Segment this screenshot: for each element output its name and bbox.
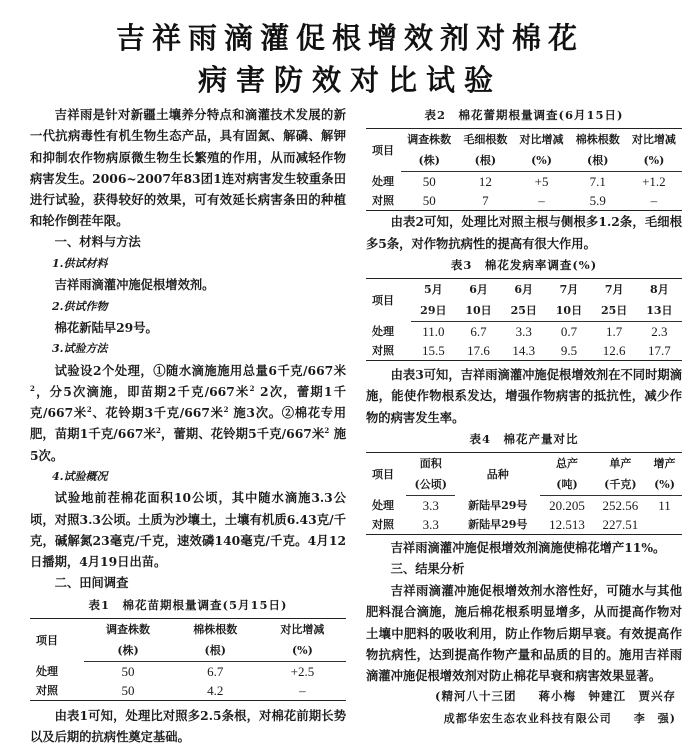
table2-header: 项目 xyxy=(372,144,394,158)
subheading-test-material: 1.供试材料 xyxy=(52,257,108,271)
table-cell: 12.513 xyxy=(549,517,585,533)
table3-header: 7月 xyxy=(559,283,579,297)
table-cell: 50 xyxy=(422,174,436,190)
table-cell: 对照 xyxy=(372,194,394,208)
table-row xyxy=(366,172,682,192)
table1-header-unit: (%) xyxy=(259,640,346,662)
author-org: (精河八十三团 xyxy=(435,689,517,704)
test-method-text: 试验设2个处理，①随水滴施施用总量6千克/667米$^2$，分5次滴施，即苗期2千克/667米$^2$ 2次，蕾期1千克/667米$^2$、花铃期3千克/667米$^2$ 施3次。②棉花专用肥，苗期1千克/667米$^2$，蕾期、花铃期5千克/667米$^2$ 施5次。 xyxy=(30,362,347,463)
author-names: 李 强) xyxy=(633,711,676,725)
table3-header: 6月 xyxy=(469,283,488,297)
author-line-1 xyxy=(366,686,682,707)
table-cell: 1.7 xyxy=(606,324,623,340)
table-cell: +5 xyxy=(534,174,549,190)
results-text: 吉祥雨滴灌冲施促根增效剂水溶性好，可随水与其他肥料混合滴施，施后棉花根系明显增多，从而提高作物对土壤中肥料的吸收利用，防止作物后期早衰。有效提高作物抗病性，达到提高作物产量和品质的目的。施用吉祥雨滴灌冲施促根增效剂对防止棉花早衰和病害效果显著。 xyxy=(366,582,682,684)
table-cell: 12 xyxy=(478,174,492,190)
section-heading-field-survey: 二、田间调查 xyxy=(54,575,129,590)
author-line-2 xyxy=(366,708,682,729)
table-row xyxy=(366,341,682,361)
table3-header-date: 13日 xyxy=(637,300,682,322)
table-row xyxy=(366,515,682,535)
table-row xyxy=(366,191,682,211)
table3-header: 7月 xyxy=(604,283,624,297)
table-cell: 50 xyxy=(422,193,436,209)
table-cell: 11 xyxy=(658,498,671,514)
table-cell: 17.6 xyxy=(467,343,490,359)
table4-header-unit: (%) xyxy=(647,474,682,496)
table-cell: +1.2 xyxy=(642,174,666,190)
table-cell: 50 xyxy=(121,683,135,699)
table4-header: 单产 xyxy=(609,457,632,471)
table-row xyxy=(30,681,346,701)
table3-header-date: 10日 xyxy=(546,300,591,322)
table3-header-date: 10日 xyxy=(456,300,501,322)
table-cell: – xyxy=(650,193,658,209)
table3-header: 项目 xyxy=(372,293,394,307)
table-row xyxy=(30,662,346,682)
table-cell: 20.205 xyxy=(549,498,585,514)
table1-header: 棉株根数 xyxy=(193,623,238,637)
intro-paragraph: 吉祥雨是针对新疆土壤养分特点和滴灌技术发展的新一代抗病毒性有机生物生态产品，具有固氮、解磷、解钾和抑制农作物病原微生物生长繁殖的作用，从而减轻作物病害发生。2006~2007年83团1连对病害发生较重条田进行试验，获得较好的效果，可有效延长病害条田的种植和轮作倒茬年限。 xyxy=(30,107,346,229)
table-cell: 0.7 xyxy=(560,324,578,340)
table4-header-unit: (千克) xyxy=(594,474,647,496)
table2-header: 棉株根数 xyxy=(575,133,620,147)
table2-root-survey-bud xyxy=(366,128,682,211)
table2-header: 对比增减 xyxy=(631,133,676,147)
table3-note: 由表3可知，吉祥雨滴灌冲施促根增效剂在不同时期滴施，能使作物根系发达，增强作物病害的抵抗性，减少作物的病害发生率。 xyxy=(366,367,682,425)
table-cell: 3.3 xyxy=(515,324,532,340)
table2-header-unit: (株) xyxy=(401,150,457,172)
section-heading-materials: 一、材料与方法 xyxy=(54,234,141,249)
table4-note: 吉祥雨滴灌冲施促根增效剂滴施使棉花增产11%。 xyxy=(390,540,666,556)
table-cell: 对照 xyxy=(372,344,394,358)
table3-header-date: 29日 xyxy=(411,300,456,322)
table-cell: 11.0 xyxy=(422,324,445,340)
author-names: 蒋小梅 钟建江 贾兴存 xyxy=(538,689,676,704)
table-cell: 7 xyxy=(482,193,489,209)
table3-caption: 表3 棉花发病率调查(%) xyxy=(450,257,598,272)
table-cell: 17.7 xyxy=(648,343,671,359)
table4-caption: 表4 棉花产量对比 xyxy=(469,432,579,447)
table1-header: 项目 xyxy=(36,633,58,647)
table4-header: 增产 xyxy=(653,457,676,471)
table3-header: 5月 xyxy=(424,283,443,297)
table-cell: 新陆早29号 xyxy=(468,518,528,532)
table-cell: – xyxy=(538,193,545,209)
table-cell: 对照 xyxy=(36,684,58,698)
table-cell: 对照 xyxy=(372,518,394,532)
table4-header: 品种 xyxy=(486,468,509,482)
table-cell: 15.5 xyxy=(421,343,445,359)
table3-header-date: 25日 xyxy=(501,300,546,322)
table-row xyxy=(366,496,682,516)
subheading-test-crop: 2.供试作物 xyxy=(52,299,108,313)
table2-header-unit: (%) xyxy=(626,150,682,172)
table-row xyxy=(366,322,682,342)
table-cell: 9.5 xyxy=(560,343,578,359)
table1-header-unit: (根) xyxy=(172,640,259,662)
author-org: 成都华宏生态农业科技有限公司 xyxy=(443,711,612,725)
table-cell: 2.3 xyxy=(651,324,668,340)
table1-note: 由表1可知，处理比对照多2.5条根，对棉花前期长势以及后期的抗病性奠定基础。 xyxy=(30,708,346,745)
table-cell: 处理 xyxy=(372,499,394,513)
table4-header: 项目 xyxy=(372,468,394,482)
table-cell: – xyxy=(299,683,306,699)
table-cell: 227.51 xyxy=(602,517,639,533)
table-cell xyxy=(647,515,682,535)
table-cell: 5.9 xyxy=(589,193,606,209)
test-overview-text: 试验地前茬棉花面积10公顷，其中随水滴施3.3公顷，对照3.3公顷。土质为沙壤土，土壤有机质6.43克/千克，碱解氮23毫克/千克，速效磷140毫克/千克。4月12日播期，4月19日出苗。 xyxy=(30,490,346,570)
right-column xyxy=(366,104,682,729)
table2-header-unit: (根) xyxy=(570,150,626,172)
article-title-line2: 病害防效对比试验 xyxy=(197,63,502,97)
table-cell: 6.7 xyxy=(470,324,487,340)
table-cell: 4.2 xyxy=(207,683,224,699)
table-cell: 14.3 xyxy=(512,343,536,359)
test-material-text: 吉祥雨滴灌冲施促根增效剂。 xyxy=(54,277,215,293)
table-cell: 3.3 xyxy=(422,498,439,514)
table-cell: 3.3 xyxy=(422,517,439,533)
table4-header-unit: (吨) xyxy=(540,474,593,496)
table3-header-date: 25日 xyxy=(592,300,637,322)
table-cell: +2.5 xyxy=(290,664,315,680)
table2-header-unit: (%) xyxy=(513,150,569,172)
table4-yield-comparison xyxy=(366,452,682,535)
table4-header: 总产 xyxy=(555,457,578,471)
table2-caption: 表2 棉花蕾期根量调查(6月15日) xyxy=(424,108,624,122)
table-cell: 处理 xyxy=(372,175,394,189)
article-title-line1: 吉祥雨滴灌促根增效剂对棉花 xyxy=(115,21,584,55)
table2-header: 毛细根数 xyxy=(463,133,508,147)
table-cell: 6.7 xyxy=(207,664,224,680)
table2-header: 对比增减 xyxy=(519,133,564,147)
section-heading-results: 三、结果分析 xyxy=(390,561,465,576)
table2-note: 由表2可知，处理比对照主根与侧根多1.2条，毛细根多5条，对作物抗病性的提高有很大作用。 xyxy=(366,214,682,251)
subheading-test-overview: 4.试验概况 xyxy=(52,470,108,484)
table3-header: 6月 xyxy=(514,283,534,297)
table2-header-unit: (根) xyxy=(457,150,513,172)
table3-disease-incidence xyxy=(366,278,682,361)
left-column xyxy=(30,104,346,748)
table1-header-unit: (株) xyxy=(84,640,171,662)
table-cell: 处理 xyxy=(36,664,58,678)
table4-header-unit: (公顷) xyxy=(406,474,455,496)
table4-header: 面积 xyxy=(419,457,442,471)
table-cell: 12.6 xyxy=(602,343,626,359)
table-cell: 7.1 xyxy=(589,174,606,190)
table2-header: 调查株数 xyxy=(407,133,452,147)
table1-header: 调查株数 xyxy=(106,623,151,637)
table-cell: 50 xyxy=(121,664,135,680)
table3-header: 8月 xyxy=(650,283,669,297)
table1-header: 对比增减 xyxy=(280,623,325,637)
table1-caption: 表1 棉花苗期根量调查(5月15日) xyxy=(88,597,288,612)
table-cell: 处理 xyxy=(372,324,394,338)
table-cell: 新陆早29号 xyxy=(468,499,528,513)
subheading-test-method: 3.试验方法 xyxy=(52,342,108,356)
table-cell: 252.56 xyxy=(602,498,639,514)
test-crop-text: 棉花新陆早29号。 xyxy=(54,319,158,335)
